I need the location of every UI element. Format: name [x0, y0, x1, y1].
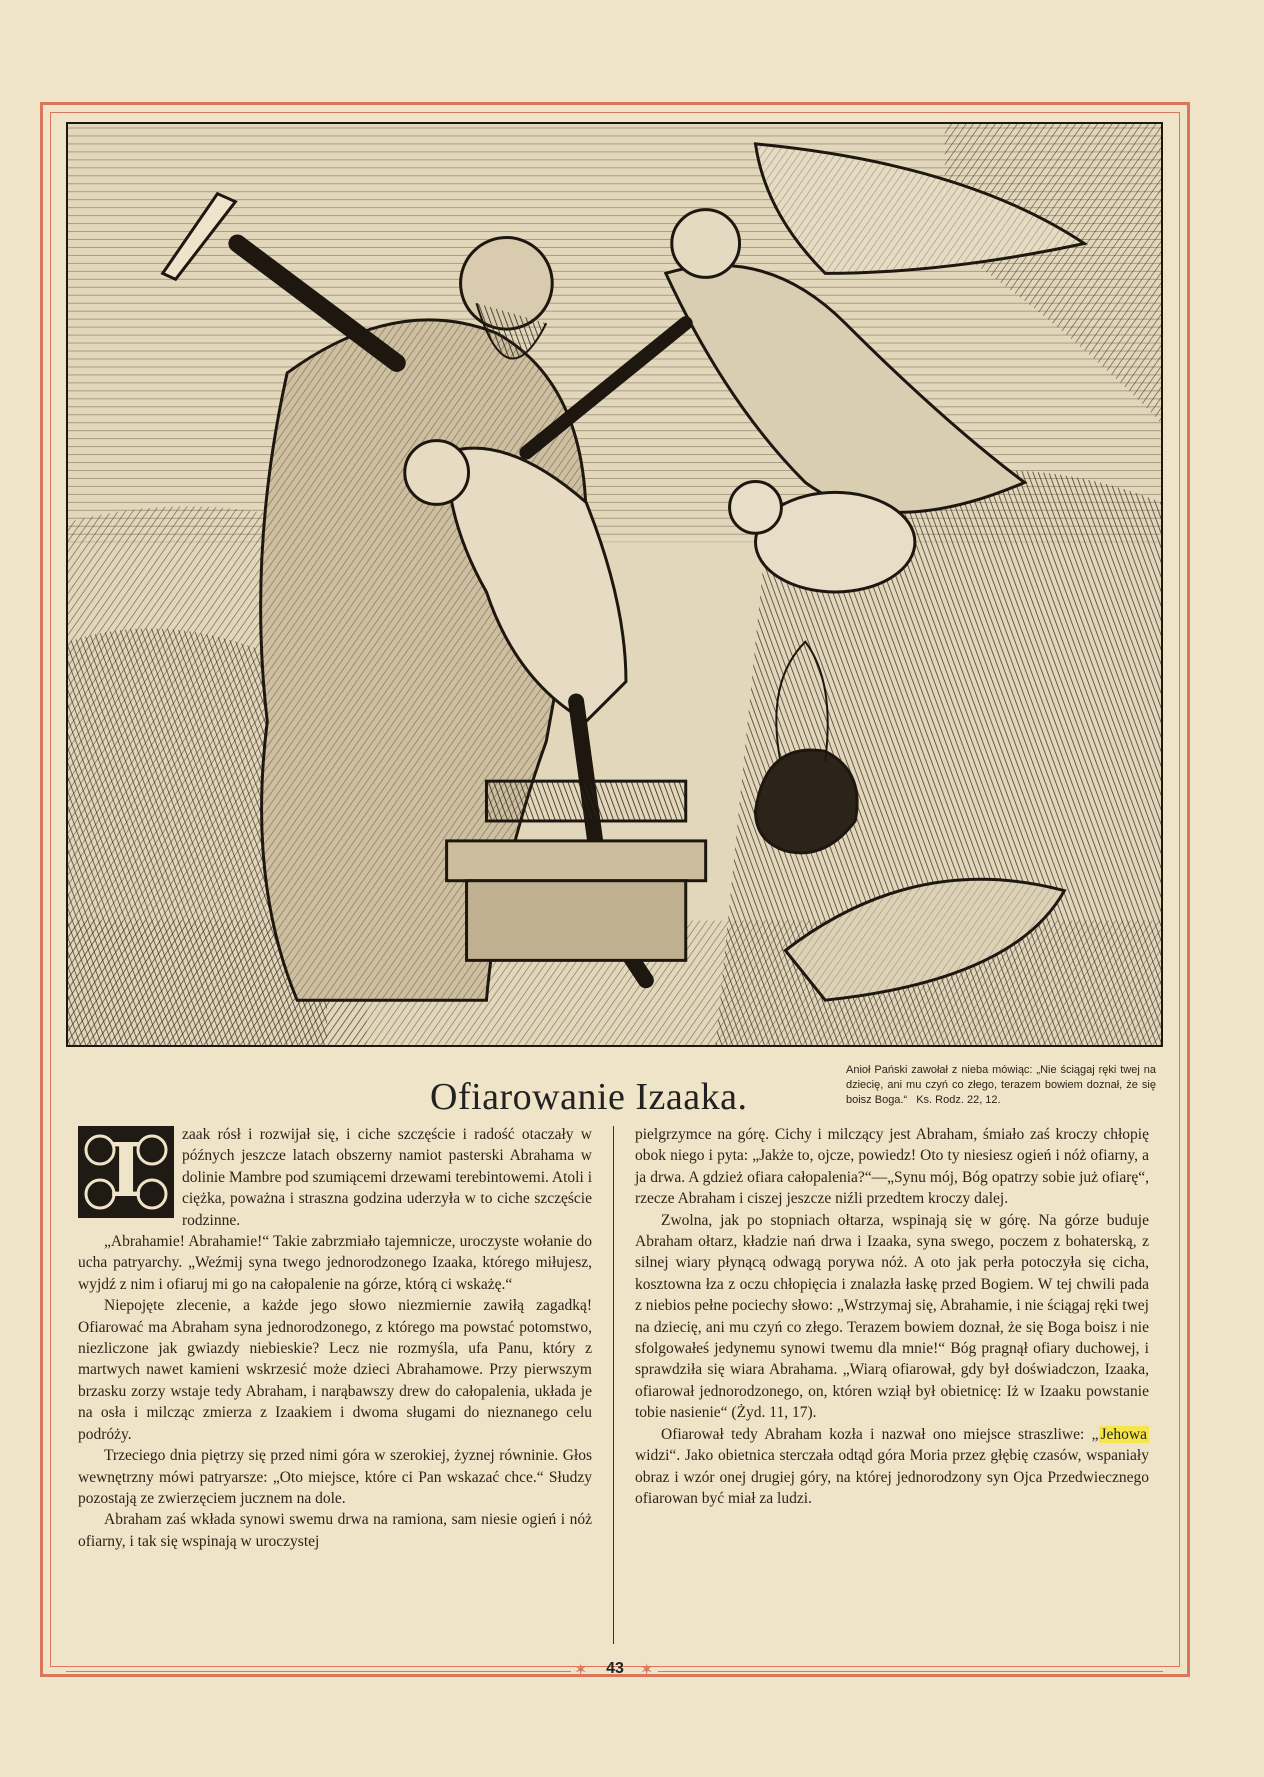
- footer-rule-left: [66, 1671, 571, 1677]
- paragraph: [78, 1124, 592, 1231]
- paragraph: Zwolna, jak po stopniach ołtarza, wspinają się w górę. Na górze buduje Abraham ołtarz, kładzie nań drwa i Izaaka, syna swego, poczem z bohaterską, z silnej wiary płynącą odwagą porywa nóż. A oto jak perła potoczyła się cicha, kosztowna łza z oczu chłopięcia i znalazła łaskę przed Bogiem. W tej chwili pada z niebios pełne pociechy słowo: „Wstrzymaj się, Abrahamie, i nie ściągaj ręki twej na dziecię, ani mu czyń co złego. Terazem bowiem doznał, że się Boga boisz i nie sfolgowałeś jedynemu synowi twemu dla mnie!“ Bóg pragnął ofiary duchowej, i sprawdziła się wiara Abrahama. „Wiarą ofiarował, gdy był doświadczon, Izaaka, ofiarował jednorodzonego, on, któren wziął był obietnicę: Iż w Izaaku powstanie tobie nasienie“ (Żyd. 11, 17).: [635, 1211, 1149, 1422]
- article-title: Ofiarowanie Izaaka.: [430, 1076, 748, 1118]
- illustration: [66, 122, 1163, 1047]
- dropcap-letter: I: [108, 1128, 144, 1215]
- highlighted-word[interactable]: Jehowa: [1100, 1425, 1147, 1443]
- paragraph-text-after: widzi“. Jako obietnica sterczała odtąd góra Moria przez głębię czasów, wspaniały obraz i wzór onej drugiej góry, na której jednorodzony syn Ojca Przedwiecznego ofiarowan być miał za ludzi.: [635, 1447, 1149, 1507]
- paragraph: [635, 1424, 1149, 1510]
- paragraph: Trzeciego dnia piętrzy się przed nimi góra w szerokiej, żyznej równinie. Głos wewnętrzny mówi patryarsze: „Oto miejsce, które ci Pan wskazać chce.“ Słudzy pozostają ze zwierzęciem jucznem na dole.: [78, 1447, 592, 1507]
- engraving-illustration: [68, 124, 1161, 1045]
- paragraph: Abraham zaś wkłada synowi swemu drwa na ramiona, sam niesie ogień i nóż ofiarny, i tak się wspinają w uroczystej: [78, 1511, 592, 1550]
- column-right: [635, 1124, 1149, 1509]
- column-left: [78, 1124, 592, 1552]
- caption-reference: Ks. Rodz. 22, 12.: [916, 1094, 1001, 1106]
- paragraph-text: zaak rósł i rozwijał się, i ciche szczęście i radość otaczały w późnych jeszcze latach obszerny namiot pasterski Abrahama w dolinie Mambre pod szumiącemi drzewami terebintowemi. Atoli i ciężka, poważna i straszna godzina uderzyła w to ciche szczęście rodzinne.: [182, 1126, 592, 1229]
- caption-text: Anioł Pański zawołał z nieba mówiąc: „Nie ściągaj ręki twej na dziecię, ani mu czyń co złego, terazem bowiem doznał, że się boisz Boga.“: [846, 1064, 1156, 1106]
- paragraph: „Abrahamie! Abrahamie!“ Takie zabrzmiało tajemnicze, uroczyste wołanie do ucha patryarchy. „Weźmij syna twego jednorodzonego Izaaka, którego miłujesz, wyjdź z nim i ofiaruj mi go na całopalenie na górze, którą ci wskażę.“: [78, 1233, 592, 1293]
- star-ornament-icon: ✶: [640, 1662, 654, 1679]
- dropcap-ornament: [78, 1126, 174, 1218]
- footer-rule-right: [658, 1671, 1163, 1677]
- star-ornament-icon: ✶: [574, 1662, 588, 1679]
- paragraph: Niepojęte zlecenie, a każde jego słowo niezmiernie zawiłą zagadką! Ofiarować ma Abraham syna jednorodzonego, z którego ma powstać potomstwo, niezliczone jak gwiazdy niebieskie? Lecz nie rozmyśla, ufa Panu, który z martwych nawet kamieni wskrzesić może dzieci Abrahamowe. Przy pierwszym brzasku zorzy wstaje tedy Abraham, i narąbawszy drew do całopalenia, układa je na osła i milcząc zmierza z Izaakiem i dwoma sługami do nieznanego celu podróży.: [78, 1297, 592, 1443]
- illustration-caption: [846, 1063, 1156, 1108]
- paragraph: pielgrzymce na górę. Cichy i milczący jest Abraham, śmiało zaś kroczy chłopię obok niego i pyta: „Jakże to, ojcze, powiedz! Oto ty niesiesz ogień i nóż ofiarny, a ja drwa. A gdzież ofiara całopalenia?“—„Synu mój, Bóg opatrzy sobie już ofiarę“, rzecze Abraham i ciszej jeszcze niźli przedtem kroczy dalej.: [635, 1126, 1149, 1208]
- paragraph-text-before: Ofiarował tedy Abraham kozła i nazwał ono miejsce straszliwe: „: [661, 1425, 1099, 1443]
- column-divider: [613, 1126, 614, 1644]
- page-number: 43: [606, 1660, 624, 1677]
